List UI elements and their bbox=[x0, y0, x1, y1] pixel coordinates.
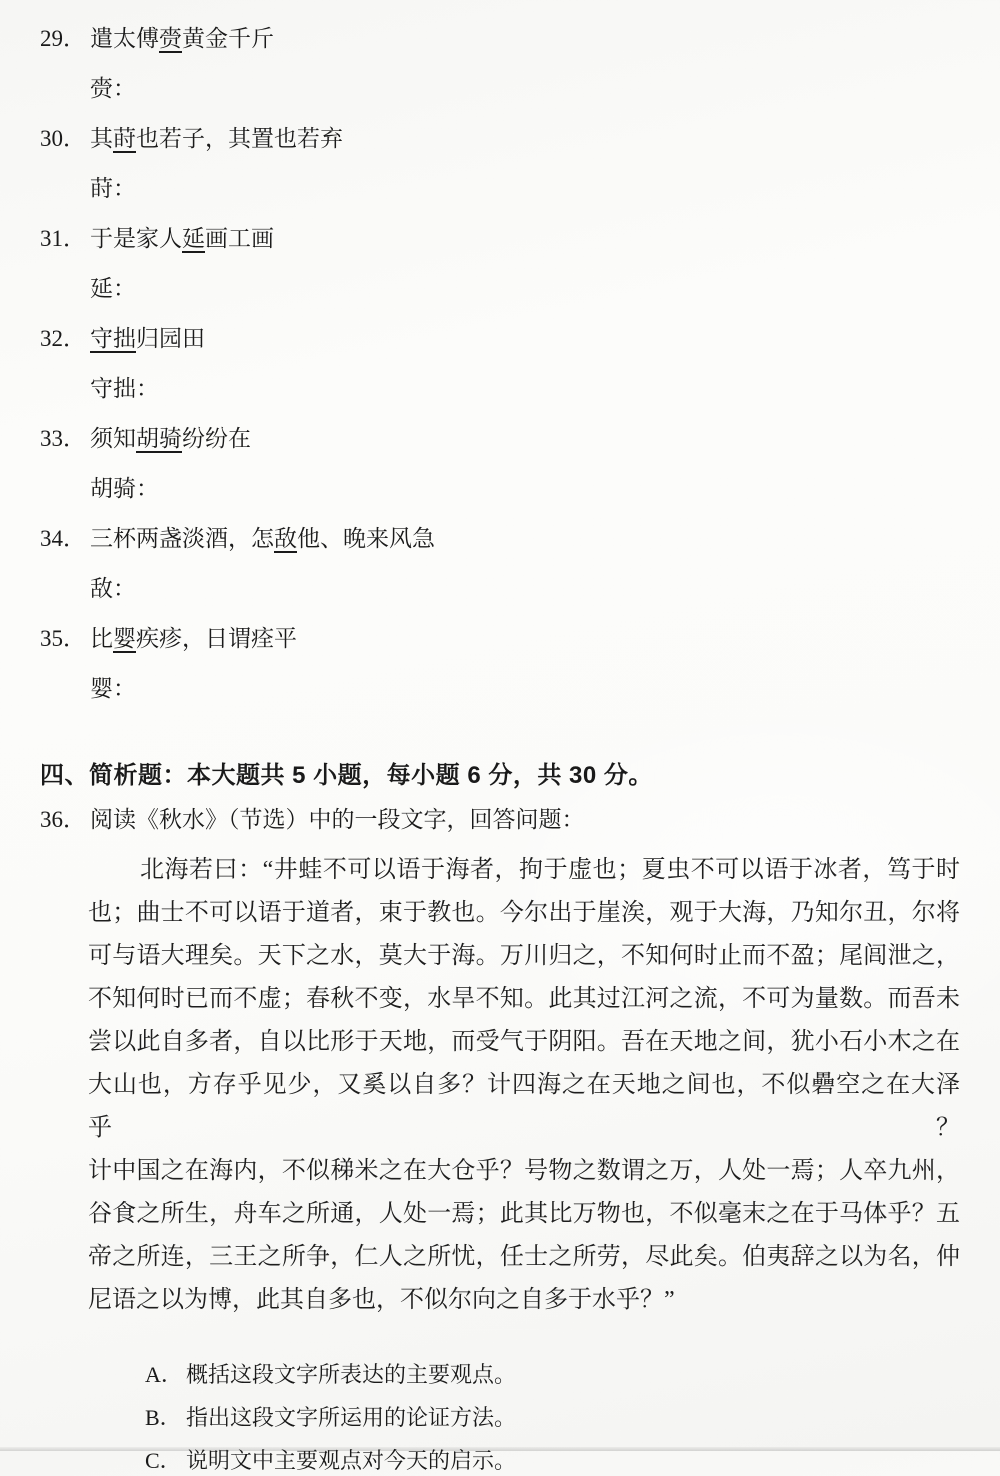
passage-line: 也；曲士不可以语于道者，束于教也。今尔出于崖涘，观于大海，乃知尔丑，尔将 bbox=[88, 900, 960, 926]
subquestion-label: C． bbox=[145, 1448, 182, 1473]
passage-line: 可与语大理矣。天下之水，莫大于海。万川归之，不知何时止而不盈；尾闾泄之， bbox=[88, 943, 960, 969]
section-title: 简析题：本大题共 5 小题，每小题 6 分，共 30 分。 bbox=[89, 762, 653, 789]
plain-text: 于是家人 bbox=[90, 226, 182, 251]
question-row bbox=[40, 324, 960, 374]
plain-text: 黄金千斤 bbox=[182, 26, 274, 51]
underlined-term: 胡骑 bbox=[136, 426, 182, 451]
gloss-label: 婴： bbox=[90, 676, 136, 701]
passage-line: 尝以此自多者，自以比形于天地，而受气于阴阳。吾在天地之间，犹小石小木之在 bbox=[88, 1029, 960, 1055]
question-text bbox=[90, 424, 251, 474]
passage-line: 北海若曰：“井蛙不可以语于海者，拘于虚也；夏虫不可以语于冰者，笃于时 bbox=[140, 857, 960, 883]
question-text bbox=[90, 24, 274, 74]
question-text bbox=[90, 624, 297, 674]
gloss-label: 莳： bbox=[90, 176, 136, 201]
question-row bbox=[40, 24, 960, 74]
passage-line: 计中国之在海内，不似稊米之在大仓乎？号物之数谓之万，人处一焉；人卒九州， bbox=[88, 1158, 960, 1184]
question-number: 34． bbox=[40, 526, 86, 551]
passage-line: 尼语之以为博，此其自多也，不似尔向之自多于水乎？” bbox=[88, 1287, 675, 1313]
passage-line: 谷食之所生，舟车之所通，人处一焉；此其比万物也，不似毫末之在于马体乎？五 bbox=[88, 1201, 960, 1227]
question-36-prompt: 阅读《秋水》（节选）中的一段文字，回答问题： bbox=[90, 807, 585, 832]
underlined-term: 延 bbox=[182, 226, 205, 251]
question-row bbox=[40, 424, 960, 474]
question-text bbox=[90, 224, 274, 274]
plain-text: 疾疹，日谓痊平 bbox=[136, 626, 297, 651]
question-row bbox=[40, 524, 960, 574]
question-text bbox=[90, 324, 205, 374]
passage-line: 帝之所连，三王之所争，仁人之所忧，任士之所劳，尽此矣。伯夷辞之以为名，仲 bbox=[88, 1244, 960, 1270]
plain-text: 遣太傅 bbox=[90, 26, 159, 51]
plain-text: 也若子，其置也若弃 bbox=[136, 126, 343, 151]
question-row bbox=[40, 124, 960, 174]
gloss-label: 敌： bbox=[90, 576, 136, 601]
plain-text: 归园田 bbox=[136, 326, 205, 351]
plain-text: 画工画 bbox=[205, 226, 274, 251]
gloss-label: 胡骑： bbox=[90, 476, 159, 501]
underlined-term: 守拙 bbox=[90, 326, 136, 351]
question-number: 32． bbox=[40, 326, 86, 351]
question-row bbox=[40, 624, 960, 674]
question-text bbox=[90, 124, 343, 174]
underlined-term: 婴 bbox=[113, 626, 136, 651]
question-number: 29． bbox=[40, 26, 86, 51]
question-number: 33． bbox=[40, 426, 86, 451]
passage-line: 不知何时已而不虚；春秋不变，水旱不知。此其过江河之流，不可为量数。而吾未 bbox=[88, 986, 960, 1012]
subquestion-text: 说明文中主要观点对今天的启示。 bbox=[186, 1448, 517, 1473]
term-question-list bbox=[40, 24, 960, 724]
plain-text: 他、晚来风急 bbox=[297, 526, 435, 551]
plain-text: 其 bbox=[90, 126, 113, 151]
question-36-prompt-row bbox=[40, 805, 960, 835]
subquestion-row bbox=[145, 1360, 960, 1390]
section-number: 四、 bbox=[40, 762, 89, 789]
subquestion-text: 指出这段文字所运用的论证方法。 bbox=[186, 1405, 517, 1430]
subquestion-list bbox=[40, 1360, 960, 1476]
subquestion-text: 概括这段文字所表达的主要观点。 bbox=[186, 1362, 517, 1387]
plain-text: 三杯两盏淡酒，怎 bbox=[90, 526, 274, 551]
question-number: 35． bbox=[40, 626, 86, 651]
gloss-label: 赍： bbox=[90, 76, 136, 101]
gloss-label: 延： bbox=[90, 276, 136, 301]
passage-quote bbox=[88, 849, 960, 1322]
question-36-number: 36． bbox=[40, 807, 86, 832]
plain-text: 须知 bbox=[90, 426, 136, 451]
question-row bbox=[40, 224, 960, 274]
passage-line: 大山也，方存乎见少，又奚以自多？计四海之在天地之间也，不似礨空之在大泽乎？ bbox=[88, 1072, 960, 1141]
question-number: 30． bbox=[40, 126, 86, 151]
plain-text: 比 bbox=[90, 626, 113, 651]
subquestion-label: A． bbox=[145, 1362, 183, 1387]
underlined-term: 赍 bbox=[159, 26, 182, 51]
subquestion-label: B． bbox=[145, 1405, 182, 1430]
question-text bbox=[90, 524, 435, 574]
subquestion-row bbox=[145, 1403, 960, 1433]
underlined-term: 敌 bbox=[274, 526, 297, 551]
plain-text: 纷纷在 bbox=[182, 426, 251, 451]
question-number: 31． bbox=[40, 226, 86, 251]
underlined-term: 莳 bbox=[113, 126, 136, 151]
section-heading bbox=[40, 760, 960, 792]
gloss-label: 守拙： bbox=[90, 376, 159, 401]
